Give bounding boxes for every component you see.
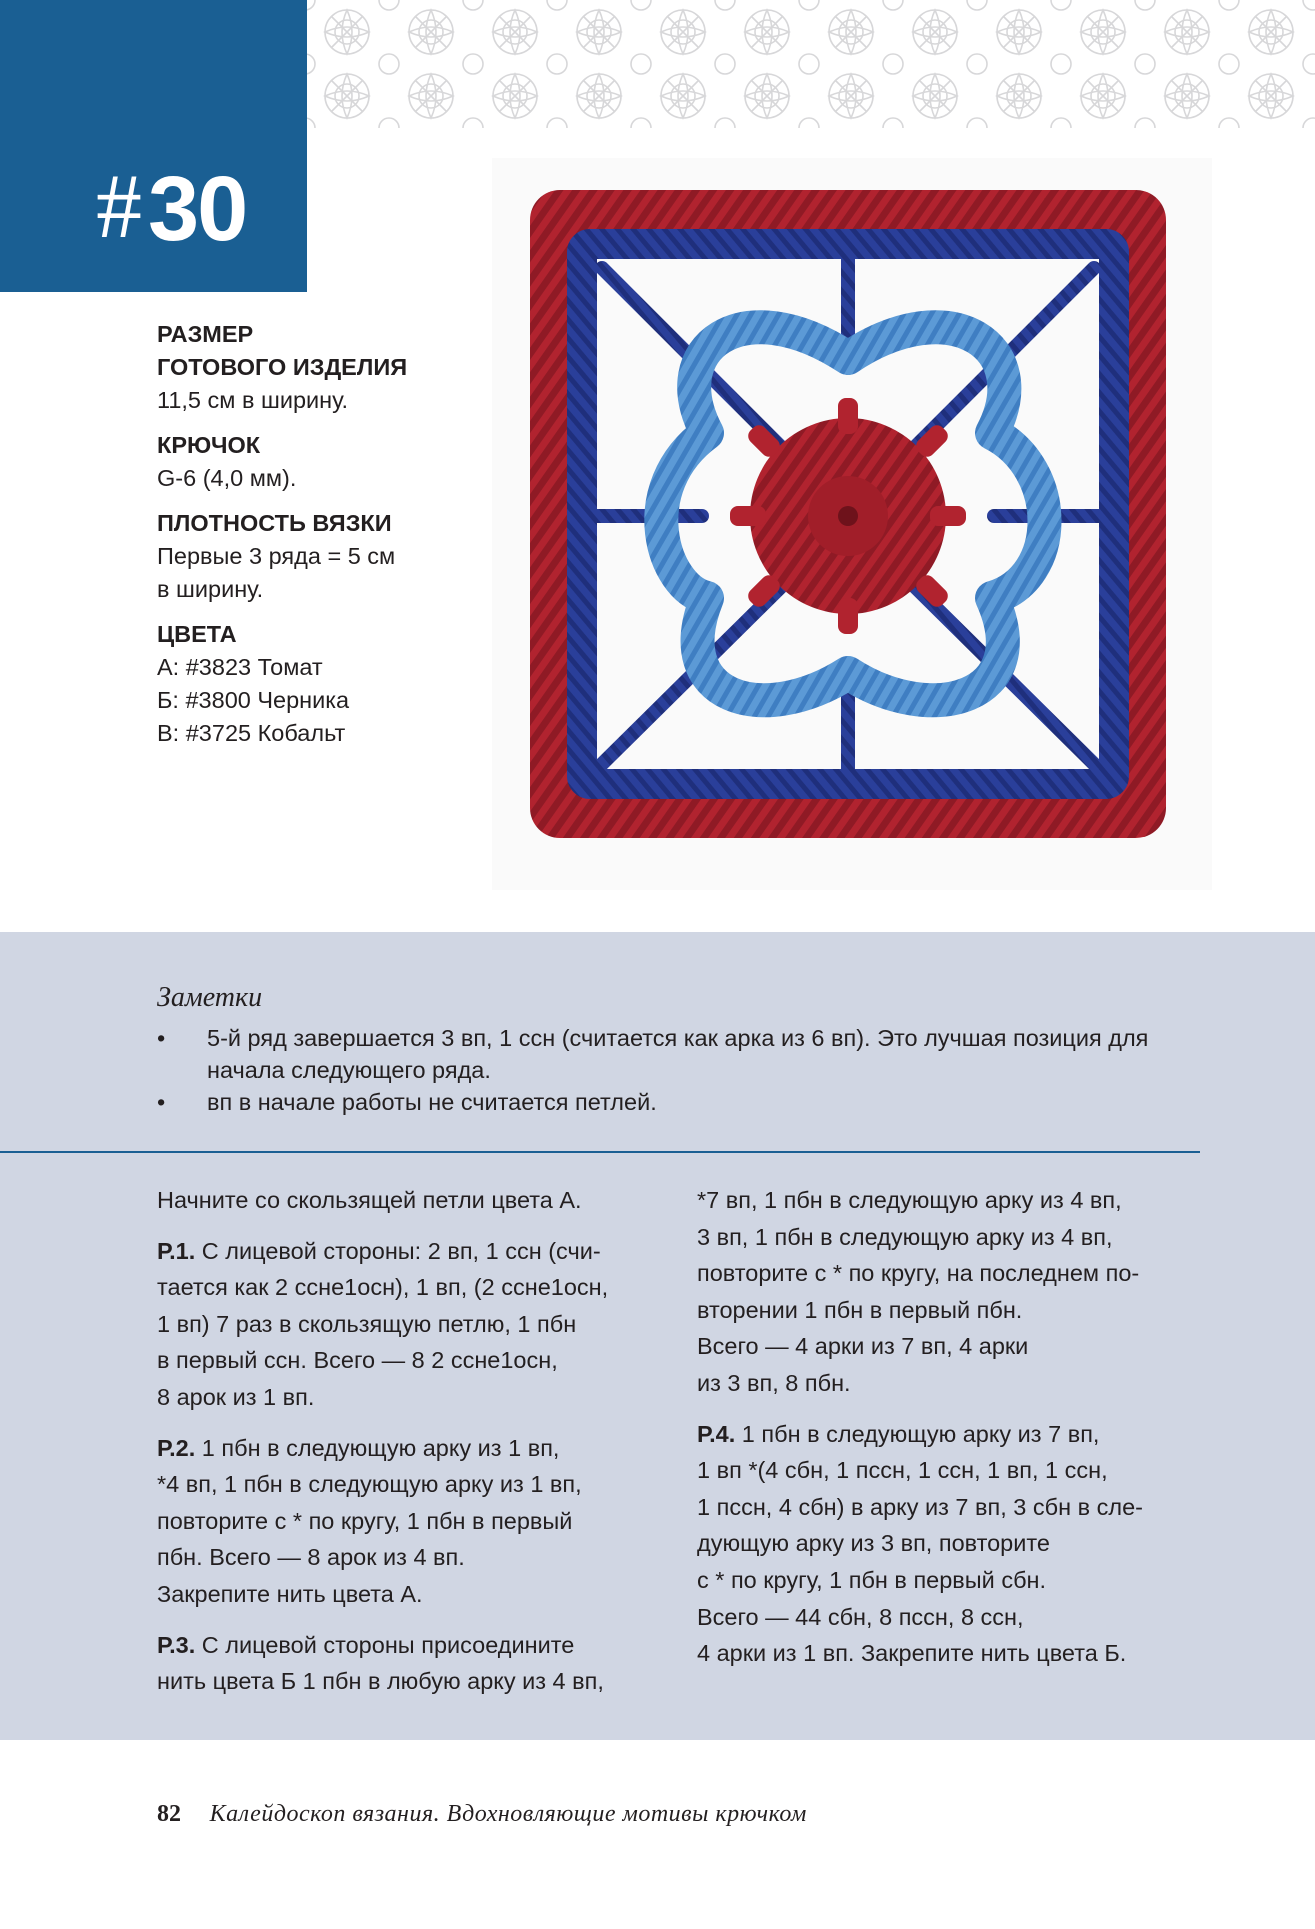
instructions-left-column xyxy=(157,1182,657,1714)
intro-text: Начните со скользящей петли цвета А. xyxy=(157,1187,582,1213)
section-divider xyxy=(0,1151,1200,1153)
row-2-text: 1 пбн в следующую арку из 1 вп, *4 вп, 1 пбн в следующую арку из 1 вп, повторите с * по кругу, 1 пбн в первый пбн. Всего — 8 арок из 4 вп. Закрепите нить цвета А. xyxy=(157,1434,582,1607)
note-text: вп в начале работы не считается петлей. xyxy=(207,1089,657,1115)
bullet-icon: • xyxy=(157,1089,166,1115)
row-2-label: Р.2. xyxy=(157,1434,196,1461)
note-text: 5-й ряд завершается 3 вп, 1 ссн (считается как арка из 6 вп). Это лучшая позиция для начала следующего ряда. xyxy=(207,1025,1149,1083)
hook-value: G-6 (4,0 мм). xyxy=(157,465,297,491)
row-1 xyxy=(157,1233,657,1416)
pattern-number: 30 xyxy=(148,158,247,260)
notes-title: Заметки xyxy=(157,982,263,1013)
crochet-square-illustration xyxy=(492,158,1212,890)
pattern-number-hash: # xyxy=(96,155,142,257)
size-title-line2: ГОТОВОГО ИЗДЕЛИЯ xyxy=(157,354,408,380)
hook-title: КРЮЧОК xyxy=(157,432,261,458)
row-1-label: Р.1. xyxy=(157,1237,196,1264)
row-3-continued: *7 вп, 1 пбн в следующую арку из 4 вп, 3 вп, 1 пбн в следующую арку из 4 вп, повторите с * по кругу, на последнем по- вторении 1 пбн в первый пбн. Всего — 4 арки из 7 вп, 4 арки из 3 вп, 8 пбн. xyxy=(697,1187,1140,1396)
pattern-number-badge xyxy=(0,0,307,292)
specs-block xyxy=(157,318,487,750)
row-4-text: 1 пбн в следующую арку из 7 вп, 1 вп *(4 сбн, 1 пссн, 1 ссн, 1 вп, 1 ссн, 1 пссн, 4 сбн) в арку из 7 вп, 3 сбн в сле- дующую арку из 3 вп, повторите с * по кругу, 1 пбн в первый сбн. Всего — 44 сбн, 8 пссн, 8 ссн, 4 арки из 1 вп. Закрепите нить цвета Б. xyxy=(697,1420,1143,1667)
row-2 xyxy=(157,1430,657,1613)
size-value: 11,5 см в ширину. xyxy=(157,387,349,413)
crochet-square-photo xyxy=(492,158,1212,890)
instructions-right-column xyxy=(697,1182,1207,1686)
list-item xyxy=(157,1086,1217,1118)
colors-title: ЦВЕТА xyxy=(157,621,237,647)
gauge-value-line2: в ширину. xyxy=(157,576,264,602)
gauge-title: ПЛОТНОСТЬ ВЯЗКИ xyxy=(157,510,392,536)
page-footer xyxy=(157,1800,807,1828)
row-3 xyxy=(157,1627,657,1700)
row-3-label: Р.3. xyxy=(157,1631,196,1658)
book-title: Калейдоскоп вязания. Вдохновляющие мотивы крючком xyxy=(209,1801,807,1827)
color-b: Б: #3800 Черника xyxy=(157,687,350,713)
row-3-text: С лицевой стороны присоедините нить цвета Б 1 пбн в любую арку из 4 вп, xyxy=(157,1631,604,1695)
list-item xyxy=(157,1022,1217,1086)
page-number: 82 xyxy=(157,1801,181,1827)
row-4-label: Р.4. xyxy=(697,1420,736,1447)
notes-list xyxy=(157,1022,1217,1118)
gauge-value: Первые 3 ряда = 5 см xyxy=(157,543,396,569)
bullet-icon: • xyxy=(157,1025,166,1051)
color-c: В: #3725 Кобальт xyxy=(157,720,346,746)
size-title: РАЗМЕР xyxy=(157,321,254,347)
row-4 xyxy=(697,1416,1207,1672)
color-a: A: #3823 Томат xyxy=(157,654,323,680)
ornament-pattern xyxy=(305,0,1315,128)
row-1-text: С лицевой стороны: 2 вп, 1 ссн (счи- тается как 2 ссне1осн), 1 вп, (2 ссне1осн, 1 вп) 7 раз в скользящую петлю, 1 пбн в первый ссн. Всего — 8 2 ссне1осн, 8 арок из 1 вп. xyxy=(157,1237,609,1410)
